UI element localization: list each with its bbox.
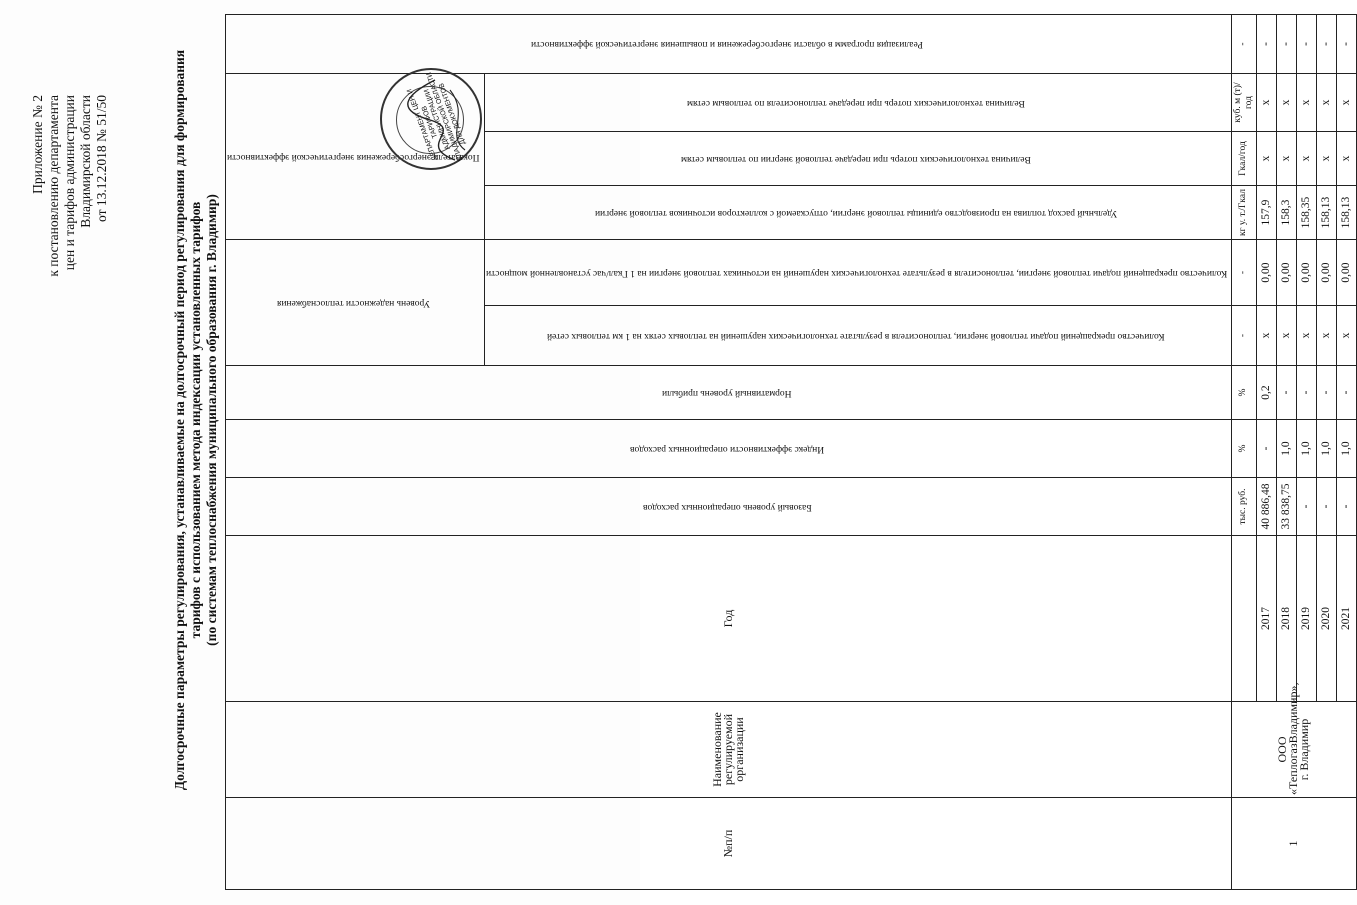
header-loss-carrier <box>484 73 1231 131</box>
header-reliability-group-text: Уровень надежности теплоснабжения <box>276 297 430 308</box>
header-interruptions-per-gcal <box>484 240 1231 306</box>
header-base-opex <box>226 478 1232 536</box>
year-cell: 2021 <box>1336 536 1356 702</box>
loss-carrier-cell: x <box>1336 73 1356 131</box>
header-loss-heat <box>484 132 1231 186</box>
header-specific-fuel <box>484 186 1231 240</box>
energy-program-cell: - <box>1316 14 1336 73</box>
interruptions-per-km-cell: x <box>1336 306 1356 366</box>
base-opex-cell: - <box>1296 478 1316 536</box>
org-number: 1 <box>1231 798 1356 890</box>
efficiency-index-cell: 1,0 <box>1336 420 1356 478</box>
interruptions-per-gcal-cell: 0,00 <box>1336 240 1356 306</box>
interruptions-per-km-cell: x <box>1316 306 1336 366</box>
header-energy-program-text: Реализация программ в области энергосбережения и повышения энергетической эффективности <box>530 39 923 50</box>
header-specific-fuel-text: Удельный расход топлива на производство единицы тепловой энергии, отпускаемой с коллекторов источников тепловой энергии <box>594 207 1118 218</box>
unit-interruptions-per-km: - <box>1231 306 1256 366</box>
appendix-line: Приложение № 2 <box>30 95 45 194</box>
header-num: №п/п <box>226 798 1232 890</box>
appendix-line: цен и тарифов администрации <box>62 95 77 271</box>
loss-heat-cell: x <box>1336 132 1356 186</box>
normative-profit-cell: - <box>1296 366 1316 420</box>
energy-program-cell: - <box>1276 14 1296 73</box>
year-cell: 2019 <box>1296 536 1316 702</box>
document-title <box>172 20 220 820</box>
efficiency-index-cell: 1,0 <box>1316 420 1336 478</box>
header-efficiency-index <box>226 420 1232 478</box>
base-opex-cell: 33 838,75 <box>1276 478 1296 536</box>
specific-fuel-cell: 157,9 <box>1256 186 1276 240</box>
stamp-text: ДЕПАРТАМЕНТ ЦЕН И ТАРИФОВ АДМИНИСТРАЦИИ ВЛАДИМИРСКОЙ ОБЛАСТИ ДЛЯ ДОКУМЕНТОВ <box>406 71 467 162</box>
unit-efficiency-index: % <box>1231 420 1256 478</box>
unit-loss-heat: Гкал/год <box>1231 132 1256 186</box>
loss-heat-cell: x <box>1316 132 1336 186</box>
appendix-line: от 13.12.2018 № 51/50 <box>94 95 109 222</box>
unit-specific-fuel: кг у. т./Гкал <box>1231 186 1256 240</box>
efficiency-index-cell: 1,0 <box>1296 420 1316 478</box>
base-opex-cell: - <box>1316 478 1336 536</box>
energy-program-cell: - <box>1336 14 1356 73</box>
appendix-line: к постановлению департамента <box>46 95 61 277</box>
header-interruptions-per-gcal-text: Количество прекращений подачи тепловой энергии, теплоносителя в результате технологических нарушений на источниках тепловой энергии на 1 Гкал/час установленной мощности <box>485 267 1227 278</box>
base-opex-cell: - <box>1336 478 1356 536</box>
interruptions-per-gcal-cell: 0,00 <box>1256 240 1276 306</box>
efficiency-index-cell: 1,0 <box>1276 420 1296 478</box>
interruptions-per-km-cell: x <box>1276 306 1296 366</box>
unit-loss-carrier: куб. м (т)/год <box>1231 73 1256 131</box>
org-name: ООО «ТеплогазВладимир», г. Владимир <box>1231 702 1356 798</box>
energy-program-cell: - <box>1296 14 1316 73</box>
header-base-opex-text: Базовый уровень операционных расходов <box>642 501 812 512</box>
appendix-header <box>30 95 110 905</box>
header-loss-heat-text: Величина технологических потерь при передаче тепловой энергии по тепловым сетям <box>681 153 1032 164</box>
title-line: тарифов с использованием метода индексации установленных тарифов <box>188 201 203 639</box>
loss-heat-cell: x <box>1276 132 1296 186</box>
normative-profit-cell: - <box>1336 366 1356 420</box>
loss-heat-cell: x <box>1256 132 1276 186</box>
base-opex-cell: 40 886,48 <box>1256 478 1276 536</box>
normative-profit-cell: - <box>1276 366 1296 420</box>
year-cell: 2020 <box>1316 536 1336 702</box>
header-interruptions-per-km <box>484 306 1231 366</box>
header-year: Год <box>226 536 1232 702</box>
interruptions-per-gcal-cell: 0,00 <box>1276 240 1296 306</box>
interruptions-per-km-cell: x <box>1296 306 1316 366</box>
header-energy-program <box>226 14 1232 73</box>
energy-program-cell: - <box>1256 14 1276 73</box>
header-efficiency-group-text: Показатели энергосбережения энергетической эффективности <box>227 151 480 162</box>
specific-fuel-cell: 158,35 <box>1296 186 1316 240</box>
interruptions-per-km-cell: x <box>1256 306 1276 366</box>
header-normative-profit <box>226 366 1232 420</box>
header-interruptions-per-km-text: Количество прекращений подачи тепловой энергии, теплоносителя в результате технологических нарушений на тепловых сетях на 1 км тепловых сетей <box>547 330 1165 341</box>
appendix-line: Владимирской области <box>78 95 93 228</box>
header-reliability-group <box>226 240 485 366</box>
loss-heat-cell: x <box>1296 132 1316 186</box>
units-row <box>1231 14 1256 889</box>
unit-interruptions-per-gcal: - <box>1231 240 1256 306</box>
year-cell: 2018 <box>1276 536 1296 702</box>
unit-base-opex: тыс. руб. <box>1231 478 1256 536</box>
signature-scribble <box>395 75 475 165</box>
normative-profit-cell: - <box>1316 366 1336 420</box>
specific-fuel-cell: 158,13 <box>1316 186 1336 240</box>
loss-carrier-cell: x <box>1316 73 1336 131</box>
loss-carrier-cell: x <box>1296 73 1316 131</box>
efficiency-index-cell: - <box>1256 420 1276 478</box>
title-line: Долгосрочные параметры регулирования, устанавливаемые на долгосрочный период регулирования для формирования <box>172 49 187 791</box>
unit-normative-profit: % <box>1231 366 1256 420</box>
header-efficiency-index-text: Индекс эффективности операционных расходов <box>629 443 824 454</box>
specific-fuel-cell: 158,13 <box>1336 186 1356 240</box>
header-normative-profit-text: Нормативный уровень прибыли <box>662 387 792 398</box>
year-cell: 2017 <box>1256 536 1276 702</box>
normative-profit-cell: 0,2 <box>1256 366 1276 420</box>
units-year-blank <box>1231 536 1256 702</box>
loss-carrier-cell: x <box>1276 73 1296 131</box>
header-org: Наименование регулируемой организации <box>226 702 1232 798</box>
header-loss-carrier-text: Величина технологических потерь при передаче теплоносителя по тепловым сетям <box>687 97 1026 108</box>
loss-carrier-cell: x <box>1256 73 1276 131</box>
interruptions-per-gcal-cell: 0,00 <box>1296 240 1316 306</box>
unit-energy-program: - <box>1231 14 1256 73</box>
title-line: (по системам теплоснабжения муниципального образования г. Владимир) <box>204 194 219 646</box>
specific-fuel-cell: 158,3 <box>1276 186 1296 240</box>
interruptions-per-gcal-cell: 0,00 <box>1316 240 1336 306</box>
